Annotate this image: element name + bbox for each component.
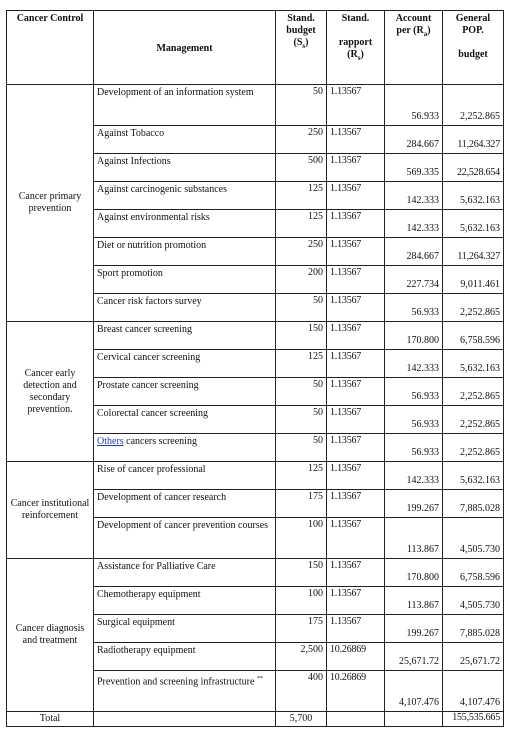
stand-rapport-cell: 1.13567	[327, 294, 385, 322]
general-budget-cell: 11,264.327	[443, 238, 504, 266]
management-text: Against Tobacco	[97, 128, 165, 139]
group-label: Cancer institutional reinforcement	[7, 462, 94, 559]
stand-budget-cell: 125	[276, 182, 327, 210]
stand-rapport-cell: 1.13567	[327, 378, 385, 406]
account-cell: 56.933	[385, 406, 443, 434]
general-budget-cell: 5,632.163	[443, 350, 504, 378]
management-link: Others	[97, 436, 124, 447]
header-stand-rapport: Stand. rapport $(R_s)$	[327, 11, 385, 85]
management-cell	[94, 350, 276, 378]
stand-budget-cell: 50	[276, 85, 327, 126]
header-stand-budget: Stand. budget $(S_s)$	[276, 11, 327, 85]
stand-budget-cell: 175	[276, 615, 327, 643]
header-account-label: Account per (R	[395, 13, 432, 36]
stand-budget-cell: 175	[276, 490, 327, 518]
management-text: Cervical cancer screening	[97, 352, 201, 363]
group-label: Cancer diagnosis and treatment	[7, 559, 94, 712]
management-cell	[94, 154, 276, 182]
account-cell: 227.734	[385, 266, 443, 294]
stand-budget-cell: 100	[276, 587, 327, 615]
stand-budget-cell: 50	[276, 294, 327, 322]
stand-rapport-cell: 1.13567	[327, 490, 385, 518]
account-cell: 170.800	[385, 559, 443, 587]
stand-budget-cell: 125	[276, 462, 327, 490]
management-text: Rise of cancer professional	[97, 464, 206, 475]
general-budget-cell: 4,505.730	[443, 518, 504, 559]
header-management: Management	[94, 11, 276, 85]
management-cell	[94, 587, 276, 615]
general-budget-cell: 4,107.476	[443, 671, 504, 712]
stand-budget-cell: 500	[276, 154, 327, 182]
management-cell	[94, 210, 276, 238]
header-stand-rapport-symbol: (R	[347, 49, 358, 60]
management-cell	[94, 126, 276, 154]
total-row	[7, 712, 504, 727]
header-stand-budget-label: Stand. budget	[286, 13, 316, 36]
stand-budget-cell: 125	[276, 350, 327, 378]
header-general	[443, 11, 504, 85]
stand-rapport-cell: 1.13567	[327, 615, 385, 643]
stand-rapport-cell: 1.13567	[327, 559, 385, 587]
management-text: Against carcinogenic substances	[97, 184, 227, 195]
management-cell	[94, 559, 276, 587]
stand-rapport-cell: 1.13567	[327, 154, 385, 182]
general-budget-cell: 22,528.654	[443, 154, 504, 182]
general-budget-cell: 5,632.163	[443, 182, 504, 210]
general-budget-cell: 2,252.865	[443, 406, 504, 434]
account-cell: 170.800	[385, 322, 443, 350]
account-cell: 142.333	[385, 350, 443, 378]
stand-rapport-cell: 1.13567	[327, 266, 385, 294]
header-stand-rapport-label: Stand.	[341, 13, 370, 24]
stand-budget-cell: 150	[276, 322, 327, 350]
stand-rapport-cell: 1.13567	[327, 518, 385, 559]
account-cell: 56.933	[385, 434, 443, 462]
management-text: Diet or nutrition promotion	[97, 240, 207, 251]
stand-rapport-cell: 1.13567	[327, 462, 385, 490]
management-cell	[94, 643, 276, 671]
general-budget-cell: 9,011.461	[443, 266, 504, 294]
total-general: 155,535.665	[443, 712, 504, 727]
total-empty-rapport	[327, 712, 385, 727]
stand-rapport-cell: 1.13567	[327, 126, 385, 154]
header-cancer-control: Cancer Control	[7, 11, 94, 85]
management-cell	[94, 85, 276, 126]
account-cell: 25,671.72	[385, 643, 443, 671]
management-cell	[94, 266, 276, 294]
general-budget-cell: 2,252.865	[443, 378, 504, 406]
stand-rapport-cell: 10.26869	[327, 671, 385, 712]
management-text: Breast cancer screening	[97, 324, 192, 335]
stand-budget-cell: 125	[276, 210, 327, 238]
stand-rapport-cell: 1.13567	[327, 434, 385, 462]
general-budget-cell: 6,758.596	[443, 559, 504, 587]
management-text: Sport promotion	[97, 268, 163, 279]
group-label: Cancer early detection and secondary prevention.	[7, 322, 94, 462]
general-budget-cell: 25,671.72	[443, 643, 504, 671]
stand-rapport-cell: 1.13567	[327, 210, 385, 238]
account-cell: 56.933	[385, 294, 443, 322]
management-text: cancers screening	[123, 436, 197, 447]
general-budget-cell: 2,252.865	[443, 85, 504, 126]
stand-rapport-cell: 1.13567	[327, 85, 385, 126]
management-text: Colorectal cancer screening	[97, 408, 209, 419]
management-text: Surgical equipment	[97, 617, 175, 628]
management-cell	[94, 518, 276, 559]
header-general-label: General POP.	[455, 13, 491, 36]
group-label: Cancer primary prevention	[7, 85, 94, 322]
table-row	[7, 322, 504, 350]
account-cell: 142.333	[385, 210, 443, 238]
stand-budget-cell: 100	[276, 518, 327, 559]
table-row	[7, 559, 504, 587]
general-budget-cell: 6,758.596	[443, 322, 504, 350]
management-text: Radiotherapy equipment	[97, 645, 196, 656]
account-cell: 56.933	[385, 378, 443, 406]
general-budget-cell: 7,885.028	[443, 615, 504, 643]
management-cell	[94, 238, 276, 266]
management-text: Prevention and screening infrastructure	[97, 676, 255, 688]
general-budget-cell: 2,252.865	[443, 434, 504, 462]
management-text: Against Infections	[97, 156, 171, 167]
header-account-sub: a	[423, 30, 428, 38]
general-budget-cell: 7,885.028	[443, 490, 504, 518]
table-row	[7, 462, 504, 490]
account-cell: 199.267	[385, 490, 443, 518]
account-cell: 142.333	[385, 462, 443, 490]
management-text: Prostate cancer screening	[97, 380, 199, 391]
stand-budget-cell: 250	[276, 126, 327, 154]
account-cell: 142.333	[385, 182, 443, 210]
management-cell	[94, 322, 276, 350]
management-text: Development of cancer prevention courses	[97, 520, 269, 531]
general-budget-cell: 4,505.730	[443, 587, 504, 615]
table-row	[7, 85, 504, 126]
general-budget-cell: 5,632.163	[443, 462, 504, 490]
stand-rapport-cell: 1.13567	[327, 350, 385, 378]
management-text: Development of cancer research	[97, 492, 227, 503]
management-cell	[94, 182, 276, 210]
management-cell	[94, 671, 276, 712]
header-stand-budget-symbol: (S	[293, 37, 303, 48]
management-text: Development of an information system	[97, 87, 254, 98]
account-cell: 569.335	[385, 154, 443, 182]
stand-budget-cell: 200	[276, 266, 327, 294]
account-cell: 284.667	[385, 238, 443, 266]
management-cell	[94, 406, 276, 434]
management-cell	[94, 294, 276, 322]
account-cell: 113.867	[385, 587, 443, 615]
table-header	[7, 11, 504, 85]
account-cell: 4,107.476	[385, 671, 443, 712]
management-cell	[94, 434, 276, 462]
stand-rapport-cell: 10.26869	[327, 643, 385, 671]
budget-table	[6, 10, 504, 727]
management-text: Chemotherapy equipment	[97, 589, 201, 600]
total-empty-management	[94, 712, 276, 727]
header-stand-budget-sub: s	[302, 42, 306, 50]
stand-rapport-cell: 1.13567	[327, 238, 385, 266]
stand-budget-cell: 50	[276, 406, 327, 434]
stand-budget-cell: 150	[276, 559, 327, 587]
account-cell: 199.267	[385, 615, 443, 643]
header-stand-rapport-sub: s	[357, 54, 361, 62]
stand-rapport-cell: 1.13567	[327, 182, 385, 210]
management-cell	[94, 462, 276, 490]
header-general-budget: budget	[458, 49, 488, 60]
management-text: Against environmental risks	[97, 212, 210, 223]
header-stand-rapport-word: rapport	[338, 37, 373, 48]
general-budget-cell: 11,264.327	[443, 126, 504, 154]
total-label: Total	[7, 712, 94, 727]
total-budget: 5,700	[276, 712, 327, 727]
stand-budget-cell: 2,500	[276, 643, 327, 671]
stand-budget-cell: 50	[276, 434, 327, 462]
table-body	[7, 85, 504, 727]
total-empty-account	[385, 712, 443, 727]
account-cell: 113.867	[385, 518, 443, 559]
stand-rapport-cell: 1.13567	[327, 587, 385, 615]
stand-budget-cell: 250	[276, 238, 327, 266]
management-cell	[94, 378, 276, 406]
management-cell	[94, 615, 276, 643]
stand-rapport-cell: 1.13567	[327, 406, 385, 434]
account-cell: 56.933	[385, 85, 443, 126]
stand-rapport-cell: 1.13567	[327, 322, 385, 350]
header-account: Account per $(R_a)$	[385, 11, 443, 85]
management-text: Assistance for Palliative Care	[97, 561, 216, 572]
account-cell: 284.667	[385, 126, 443, 154]
stand-budget-cell: 400	[276, 671, 327, 712]
general-budget-cell: 2,252.865	[443, 294, 504, 322]
management-text: Cancer risk factors survey	[97, 296, 202, 307]
general-budget-cell: 5,632.163	[443, 210, 504, 238]
management-note: **	[256, 676, 263, 682]
management-cell	[94, 490, 276, 518]
stand-budget-cell: 50	[276, 378, 327, 406]
